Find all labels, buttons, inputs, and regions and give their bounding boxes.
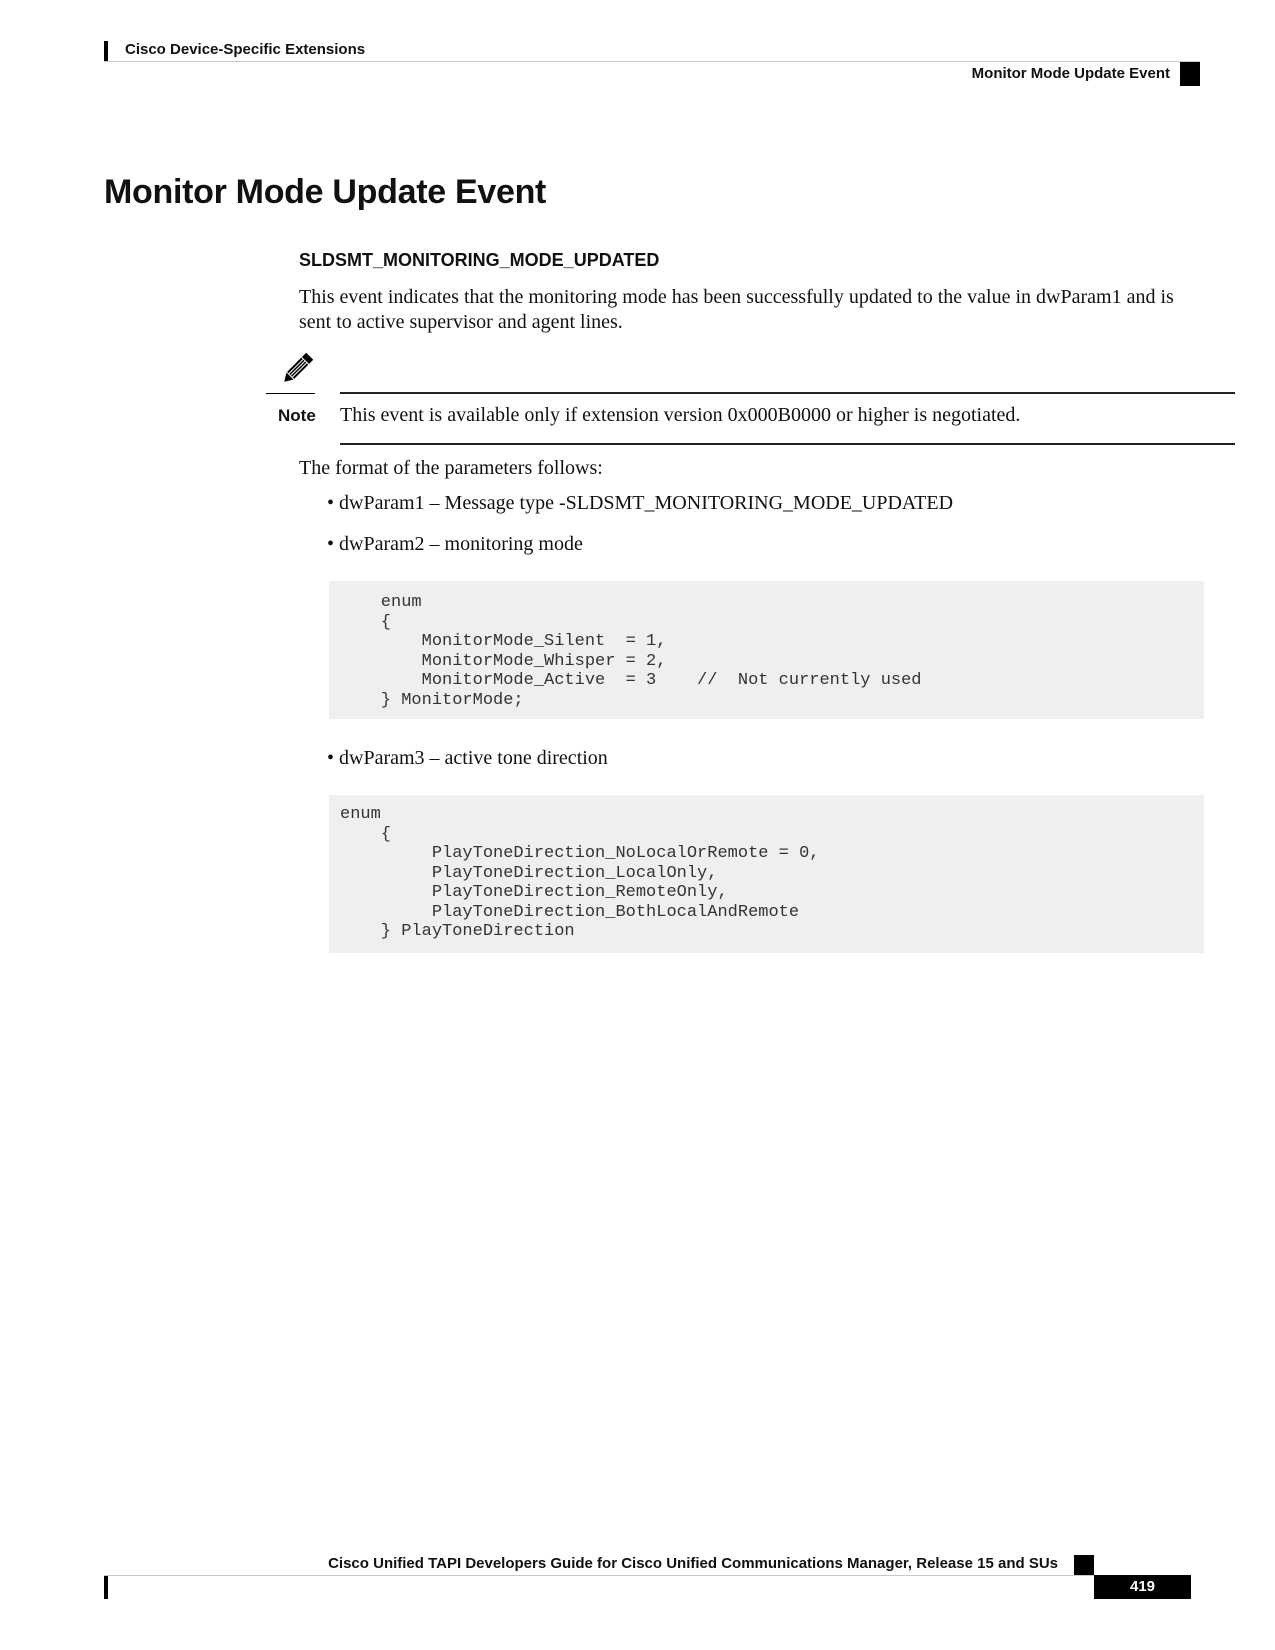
bullet-dwparam3: • dwParam3 – active tone direction	[327, 747, 608, 769]
note-bottom-rule	[340, 443, 1235, 445]
note-label: Note	[278, 406, 316, 425]
event-name-heading: SLDSMT_MONITORING_MODE_UPDATED	[299, 250, 660, 270]
format-intro: The format of the parameters follows:	[299, 457, 603, 479]
footer-block-marker	[1074, 1555, 1094, 1575]
code-block-monitor-mode	[329, 581, 1204, 719]
code-play-tone-direction: enum { PlayToneDirection_NoLocalOrRemote = 0, PlayToneDirection_LocalOnly, PlayToneDirection_RemoteOnly, PlayToneDirection_BothLocalAndRemote } PlayToneDirection	[340, 805, 820, 941]
intro-paragraph: This event indicates that the monitoring mode has been successfully updated to the value in dwParam1 and is sent to active supervisor and agent lines.	[299, 286, 1174, 333]
bullet-dwparam1: • dwParam1 – Message type -SLDSMT_MONITORING_MODE_UPDATED	[327, 492, 954, 514]
code-block-play-tone-direction	[329, 795, 1204, 953]
page-title: Monitor Mode Update Event	[104, 173, 547, 211]
code-monitor-mode: enum { MonitorMode_Silent = 1, MonitorMode_Whisper = 2, MonitorMode_Active = 3 // Not currently used } MonitorMode;	[380, 593, 922, 710]
header-block-marker	[1180, 62, 1200, 86]
chapter-title: Cisco Device-Specific Extensions	[125, 41, 366, 58]
note-icon-rule	[266, 393, 315, 394]
footer-bar-marker	[104, 1575, 108, 1599]
pencil-icon	[278, 350, 316, 388]
note-top-rule	[340, 392, 1235, 394]
header-rule	[104, 61, 1200, 62]
bullet-dwparam2: • dwParam2 – monitoring mode	[327, 533, 583, 555]
note-text: This event is available only if extension version 0x000B0000 or higher is negotiated.	[340, 404, 1021, 426]
running-section-title: Monitor Mode Update Event	[971, 65, 1170, 82]
header-bar-marker	[104, 41, 108, 61]
footer-guide-title: Cisco Unified TAPI Developers Guide for Cisco Unified Communications Manager, Release 15 and SUs	[328, 1555, 1058, 1572]
page-number: 419	[1094, 1575, 1191, 1599]
footer-rule	[104, 1575, 1097, 1576]
